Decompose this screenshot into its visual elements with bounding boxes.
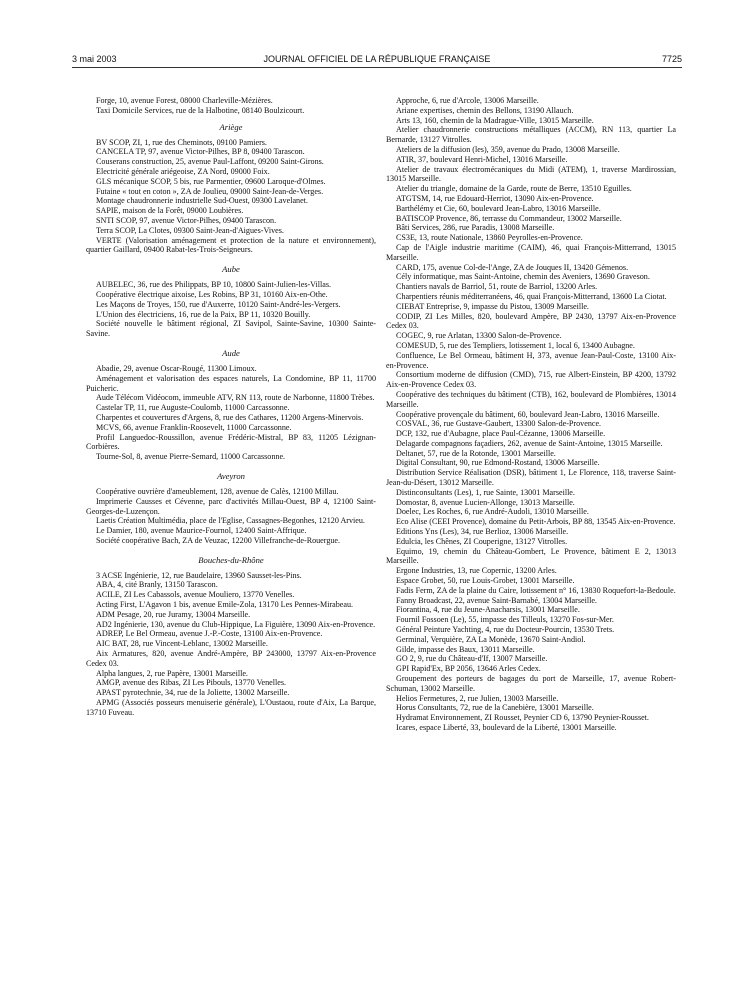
- list-item: Alpha langues, 2, rue Papère, 13001 Marseille.: [96, 668, 248, 678]
- list-item: Taxi Domicile Services, rue de la Halbotine, 08140 Boulzicourt.: [96, 105, 305, 115]
- list-item: CIEBAT Entreprise, 9, impasse du Pistou, 13009 Marseille.: [396, 301, 589, 311]
- list-item: Doelec, Les Roches, 6, rue André-Audoli, 13010 Marseille.: [396, 507, 589, 517]
- list-item: CANCELA TP, 97, avenue Victor-Pilhes, BP 8, 09400 Tarascon.: [96, 147, 305, 157]
- header-journal-title: JOURNAL OFFICIEL DE LA RÉPUBLIQUE FRANÇAISE: [263, 54, 491, 64]
- list-item: Montage chaudronnerie industrielle Sud-Ouest, 09300 Lavelanet.: [96, 196, 308, 206]
- list-item: SAPIE, maison de la Forêt, 09000 Loubières.: [96, 206, 244, 216]
- list-item: BATISCOP Provence, 86, terrasse du Commandeur, 13002 Marseille.: [396, 213, 622, 223]
- list-item: Cély informatique, mas Saint-Antoine, chemin des Aveniers, 13690 Graveson.: [396, 272, 650, 282]
- list-item: Fadis Ferm, ZA de la plaine du Caire, lotissement n° 16, 13830 Roquefort-la-Bedoule.: [396, 585, 676, 595]
- list-item: Fournil Fossoen (Le), 55, impasse des Tilleuls, 13270 Fos-sur-Mer.: [396, 615, 614, 625]
- list-item: Chantiers navals de Barriol, 51, route de Barriol, 13200 Arles.: [396, 282, 598, 292]
- list-item: Deltanet, 57, rue de la Rotonde, 13001 Marseille.: [396, 448, 556, 458]
- section-title: Aube: [222, 264, 240, 275]
- list-item: Ateliers de la diffusion (les), 359, avenue du Prado, 13008 Marseille.: [396, 144, 620, 154]
- page-header: [72, 52, 682, 66]
- list-item: Futaine « tout en coton », ZA de Joulieu, 09000 Saint-Jean-de-Verges.: [96, 186, 324, 196]
- list-item: Horus Consultants, 72, rue de la Canebière, 13001 Marseille.: [396, 703, 594, 713]
- list-item: Ergone Industries, 13, rue Copernic, 13200 Arles.: [396, 566, 557, 576]
- list-item: GO 2, 9, rue du Château-d'If, 13007 Marseille.: [396, 654, 548, 664]
- section-title: Bouches-du-Rhône: [198, 554, 264, 565]
- list-item: Cap de l'Aigle industrie maritime (CAIM), 46, quai François-Mitterrand, 13015 Marseille.: [386, 242, 676, 262]
- department-section: [86, 348, 376, 462]
- list-item: Confluence, Le Bel Ormeau, bâtiment H, 373, avenue Jean-Paul-Coste, 13100 Aix-en-Provence.: [386, 350, 676, 370]
- list-item: 3 ACSE Ingénierie, 12, rue Baudelaire, 13960 Sausset-les-Pins.: [96, 570, 302, 580]
- list-item: Fanny Broadcast, 22, avenue Saint-Barnabé, 13004 Marseille.: [396, 595, 597, 605]
- list-item: CARD, 175, avenue Col-de-l'Ange, ZA de Jouques II, 13420 Gémenos.: [396, 262, 629, 272]
- list-item: Abadie, 29, avenue Oscar-Rougé, 11300 Limoux.: [96, 363, 257, 373]
- list-item: AD2 Ingénierie, 130, avenue du Club-Hippique, La Figuière, 13090 Aix-en-Provence.: [96, 619, 376, 629]
- list-item: Profil Languedoc-Roussillon, avenue Frédéric-Mistral, BP 83, 11205 Lézignan-Corbières.: [86, 432, 376, 452]
- list-item: Coopérative des techniques du bâtiment (CTB), 162, boulevard de Plombières, 13014 Marseille.: [386, 389, 676, 409]
- department-section: [86, 471, 376, 546]
- list-item: Forge, 10, avenue Forest, 08000 Charleville-Mézières.: [96, 96, 273, 105]
- list-item: Approche, 6, rue d'Arcole, 13006 Marseille.: [396, 96, 539, 105]
- list-item: AUBELEC, 36, rue des Philippats, BP 10, 10800 Saint-Julien-les-Villas.: [96, 280, 332, 290]
- list-item: Delagarde compagnons façadiers, 262, avenue de Saint-Antoine, 13015 Marseille.: [396, 438, 663, 448]
- list-item: Laetis Création Multimédia, place de l'Eglise, Cassagnes-Begonhes, 12120 Arvieu.: [96, 516, 365, 526]
- right-column: [386, 96, 676, 733]
- list-item: Atelier de travaux électromécaniques du Midi (ATEM), 1, traverse Mardirossian, 13015 Marseille.: [386, 164, 676, 184]
- section-title: Aude: [222, 347, 240, 358]
- list-item: Coopérative provençale du bâtiment, 60, boulevard Jean-Labro, 13016 Marseille.: [396, 409, 660, 419]
- list-item: Général Peinture Yachting, 4, rue du Docteur-Pourcin, 13530 Trets.: [396, 625, 615, 635]
- list-item: Editions Yns (Les), 34, rue Berlioz, 13006 Marseille.: [396, 527, 569, 537]
- list-item: Tourne-Sol, 8, avenue Pierre-Semard, 11000 Carcassonne.: [96, 452, 286, 462]
- list-item: Atelier du triangle, domaine de la Garde, route de Berre, 13510 Eguilles.: [396, 184, 632, 194]
- list-item: GLS mécanique SCOP, 5 bis, rue Parmentier, 09600 Laroque-d'Olmes.: [96, 176, 326, 186]
- list-item: Les Maçons de Troyes, 150, rue d'Auxerre, 10120 Saint-André-les-Vergers.: [96, 299, 341, 309]
- list-item: Eco Alise (CEEI Provence), domaine du Petit-Arbois, BP 88, 13545 Aix-en-Provence.: [396, 517, 676, 527]
- list-item: Imprimerie Causses et Cévenne, parc d'activités Millau-Ouest, BP 4, 12100 Saint-Georges-de-Luzençon.: [86, 496, 376, 516]
- list-item: Groupement des porteurs de bagages du port de Marseille, 17, avenue Robert-Schuman, 13002 Marseille.: [386, 674, 676, 693]
- list-item: DCP, 132, rue d'Aubagne, place Paul-Cézanne, 13006 Marseille.: [396, 429, 606, 439]
- list-item: L'Union des électriciens, 16, rue de la Paix, BP 11, 10320 Bouilly.: [96, 309, 311, 319]
- list-item: ATGTSM, 14, rue Edouard-Herriot, 13090 Aix-en-Provence.: [396, 193, 594, 203]
- list-item: Charpentiers réunis méditerranéens, 46, quai François-Mitterrand, 13600 La Ciotat.: [396, 291, 667, 301]
- list-item: BV SCOP, ZI, 1, rue des Cheminots, 09100 Pamiers.: [96, 137, 267, 147]
- list-item: Ariane expertises, chemin des Bellons, 13190 Allauch.: [396, 105, 574, 115]
- list-item: AMGP, avenue des Ribas, ZI Les Pibouls, 13770 Venelles.: [96, 678, 287, 688]
- department-section: [86, 264, 376, 339]
- list-item: Distribution Service Réalisation (DSR), bâtiment 1, Le Florence, 118, traverse Saint-Jean-du-Désert, 13012 Marseille.: [386, 468, 676, 488]
- list-item: MCVS, 66, avenue Franklin-Roosevelt, 11000 Carcassonne.: [96, 422, 292, 432]
- list-item: Aix Armatures, 820, avenue André-Ampère, BP 243000, 13797 Aix-en-Provence Cedex 03.: [86, 649, 376, 668]
- list-item: Gilde, impasse des Baux, 13011 Marseille.: [396, 644, 535, 654]
- list-item: Acting First, L'Agavon 1 bis, avenue Emile-Zola, 13170 Les Pennes-Mirabeau.: [96, 600, 354, 610]
- section-title: Aveyron: [217, 470, 245, 481]
- list-item: COMESUD, 5, rue des Templiers, lotissement 1, local 6, 13400 Aubagne.: [396, 340, 635, 350]
- list-item: Icares, espace Liberté, 33, boulevard de la Liberté, 13001 Marseille.: [396, 723, 617, 732]
- list-item: Bâti Services, 286, rue Paradis, 13008 Marseille.: [396, 223, 555, 233]
- list-item: Atelier chaudronnerie constructions métalliques (ACCM), RN 113, quartier La Bernarde, 13127 Vitrolles.: [386, 125, 676, 145]
- header-page-number: 7725: [661, 54, 682, 64]
- section-title: Ariège: [219, 121, 243, 132]
- list-item: Hydramat Environnement, ZI Rousset, Peynier CD 6, 13790 Peynier-Rousset.: [396, 713, 649, 723]
- department-section: [86, 555, 376, 718]
- list-item: Domostar, 8, avenue Lucien-Allonge, 13013 Marseille.: [396, 497, 575, 507]
- list-item: Le Damier, 180, avenue Maurice-Fournol, 12400 Saint-Affrique.: [96, 526, 307, 536]
- list-item: Charpentes et couvertures d'Argens, 8, rue des Cathares, 11200 Argens-Minervois.: [96, 412, 364, 422]
- list-item: CS3E, 13, route Nationale, 13860 Peyrolles-en-Provence.: [396, 233, 583, 243]
- list-item: Aménagement et valorisation des espaces naturels, La Condomine, BP 11, 11700 Puicheric.: [86, 373, 376, 393]
- list-item: COGEC, 9, rue Arlatan, 13300 Salon-de-Provence.: [396, 331, 562, 341]
- department-section: [86, 122, 376, 256]
- list-item: Fiorantina, 4, rue du Jeune-Anacharsis, 13001 Marseille.: [396, 605, 580, 615]
- left-column: [86, 96, 376, 718]
- list-item: APAST pyrotechnie, 34, rue de la Joliette, 13002 Marseille.: [96, 688, 290, 698]
- list-item: ADM Pesage, 20, rue Juramy, 13004 Marseille.: [96, 609, 251, 619]
- list-item: Arts 13, 160, chemin de la Madrague-Ville, 13015 Marseille.: [396, 115, 594, 125]
- list-item: GPI Rapid'Ex, BP 2056, 13646 Arles Cedex.: [396, 664, 541, 674]
- list-item: Helios Fermetures, 2, rue Julien, 13003 Marseille.: [396, 693, 559, 703]
- list-item: Consortium moderne de diffusion (CMD), 715, rue Albert-Einstein, BP 4200, 13792 Aix-en-Provence Cedex 03.: [386, 370, 676, 390]
- list-item: Castelar TP, 11, rue Auguste-Coulomb, 11000 Carcassonne.: [96, 403, 290, 413]
- list-item: CODIP, ZI Les Milles, 820, boulevard Ampère, BP 2430, 13797 Aix-en-Provence Cedex 03.: [386, 311, 676, 331]
- list-item: Germinal, Verquière, ZA La Monède, 13670 Saint-Andiol.: [396, 634, 586, 644]
- list-item: Aude Télécom Vidéocom, immeuble ATV, RN 113, route de Narbonne, 11800 Trèbes.: [96, 393, 375, 403]
- list-item: Société coopérative Bach, ZA de Veuzac, 12200 Villefranche-de-Rouergue.: [96, 535, 341, 545]
- list-item: Electricité générale ariégeoise, ZA Nord, 09000 Foix.: [96, 166, 270, 176]
- list-item: Barthélémy et Cie, 60, boulevard Jean-Labro, 13016 Marseille.: [396, 203, 601, 213]
- list-item: Coopérative ouvrière d'ameublement, 128, avenue de Calès, 12100 Millau.: [96, 486, 339, 496]
- list-item: Edulcia, les Chênes, ZI Couperigne, 13127 Vitrolles.: [396, 536, 568, 546]
- list-item: Equimo, 19, chemin du Château-Gombert, Le Provence, bâtiment E 2, 13013 Marseille.: [386, 546, 676, 566]
- list-item: ATIR, 37, boulevard Henri-Michel, 13016 Marseille.: [396, 154, 568, 164]
- list-item: VERTE (Valorisation aménagement et protection de la nature et environnement), quartier Gaillard, 09400 Rabat-les-Trois-Seigneurs.: [86, 235, 376, 255]
- list-item: ADREP, Le Bel Ormeau, avenue J.-P.-Coste, 13100 Aix-en-Provence.: [96, 629, 323, 639]
- list-item: Coopérative électrique aixoise, Les Robins, BP 31, 10160 Aix-en-Othe.: [96, 289, 328, 299]
- header-rule: [72, 67, 682, 68]
- list-item: APMG (Associés posseurs menuiserie générale), L'Oustaou, route d'Aix, La Barque, 13710 Fuveau.: [86, 698, 376, 717]
- list-item: Couserans construction, 25, avenue Paul-Laffont, 09200 Saint-Girons.: [96, 157, 324, 167]
- list-item: Société nouvelle le bâtiment régional, ZI Savipol, Sainte-Savine, 10300 Sainte-Savine.: [86, 319, 376, 339]
- list-item: AIC BAT, 28, rue Vincent-Leblanc, 13002 Marseille.: [96, 639, 268, 649]
- list-item: ACILE, ZI Les Cabassols, avenue Mouliero, 13770 Venelles.: [96, 590, 295, 600]
- list-item: ABA, 4, cité Branly, 13150 Tarascon.: [96, 580, 218, 590]
- list-item: Distinconsultants (Les), 1, rue Sainte, 13001 Marseille.: [396, 487, 575, 497]
- header-date: 3 mai 2003: [72, 54, 117, 64]
- list-item: COSVAL, 36, rue Gustave-Gaubert, 13300 Salon-de-Provence.: [396, 419, 602, 429]
- list-item: Espace Grobet, 50, rue Louis-Grobet, 13001 Marseille.: [396, 576, 575, 586]
- list-item: SNTI SCOP, 97, avenue Victor-Pilhes, 09400 Tarascon.: [96, 215, 277, 225]
- list-item: Digital Consultant, 90, rue Edmond-Rostand, 13006 Marseille.: [396, 458, 600, 468]
- list-item: Terra SCOP, La Clotes, 09300 Saint-Jean-d'Aigues-Vives.: [96, 225, 284, 235]
